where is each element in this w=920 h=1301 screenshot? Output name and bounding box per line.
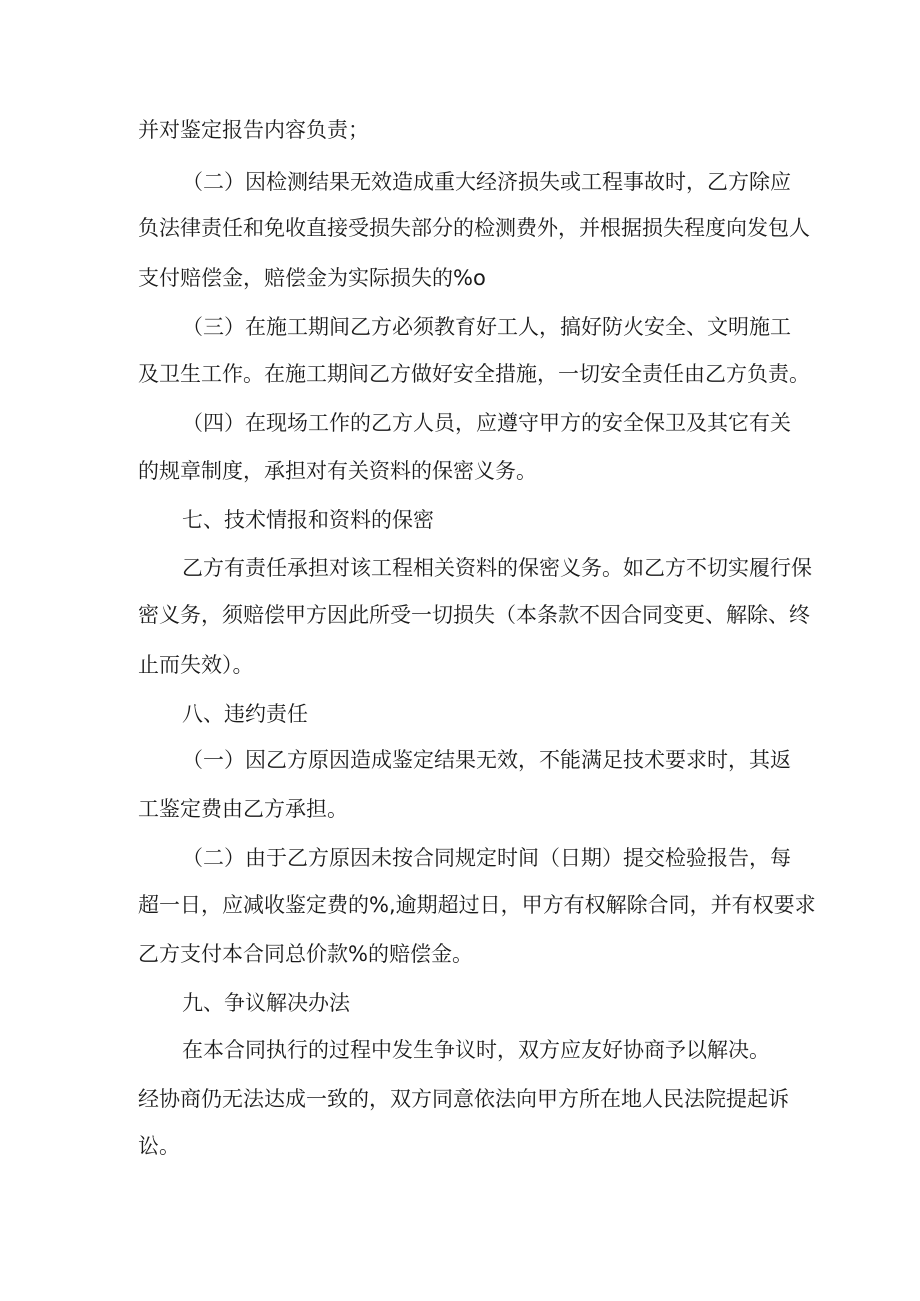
- clause-8-2-line-3: 乙方支付本合同总价款%的赔偿金。: [138, 942, 473, 966]
- clause-6-2-line-3: 支付赔偿金，赔偿金为实际损失的%o: [138, 266, 486, 290]
- clause-6-4-line-1: （四）在现场工作的乙方人员，应遵守甲方的安全保卫及其它有关: [182, 411, 791, 435]
- section-7-line-3: 止而失效）。: [138, 653, 254, 677]
- clause-8-2-line-1: （二）由于乙方原因未按合同规定时间（日期）提交检验报告，每: [182, 846, 791, 870]
- clause-6-2-line-1: （二）因检测结果无效造成重大经济损失或工程事故时，乙方除应: [182, 170, 791, 194]
- clause-6-3-line-1: （三）在施工期间乙方必须教育好工人，搞好防火安全、文明施工: [182, 315, 791, 339]
- clause-6-4-line-2: 的规章制度，承担对有关资料的保密义务。: [138, 459, 537, 483]
- clause-8-2-line-2: 超一日，应减收鉴定费的%,逾期超过日，甲方有权解除合同，并有权要求: [138, 893, 816, 917]
- section-9-line-3: 讼。: [138, 1134, 180, 1158]
- section-9-line-2: 经协商仍无法达成一致的，双方同意依法向甲方所在地人民法院提起诉: [138, 1087, 789, 1111]
- section-7-line-2: 密义务，须赔偿甲方因此所受一切损失（本条款不因合同变更、解除、终: [138, 603, 810, 627]
- section-7-line-1: 乙方有责任承担对该工程相关资料的保密义务。如乙方不切实履行保: [182, 556, 812, 580]
- section-9-line-1: 在本合同执行的过程中发生争议时，双方应友好协商予以解决。: [182, 1038, 770, 1062]
- clause-6-3-line-2: 及卫生工作。在施工期间乙方做好安全措施，一切安全责任由乙方负责。: [138, 362, 810, 386]
- text-line: 并对鉴定报告内容负责；: [138, 118, 369, 142]
- section-7-heading: 七、技术情报和资料的保密: [182, 508, 434, 532]
- section-9-heading: 九、争议解决办法: [182, 991, 350, 1015]
- section-8-heading: 八、违约责任: [182, 702, 308, 726]
- clause-8-1-line-1: （一）因乙方原因造成鉴定结果无效，不能满足技术要求时，其返: [182, 748, 791, 772]
- clause-6-2-line-2: 负法律责任和免收直接受损失部分的检测费外，并根据损失程度向发包人: [138, 216, 810, 240]
- clause-8-1-line-2: 工鉴定费由乙方承担。: [138, 797, 348, 821]
